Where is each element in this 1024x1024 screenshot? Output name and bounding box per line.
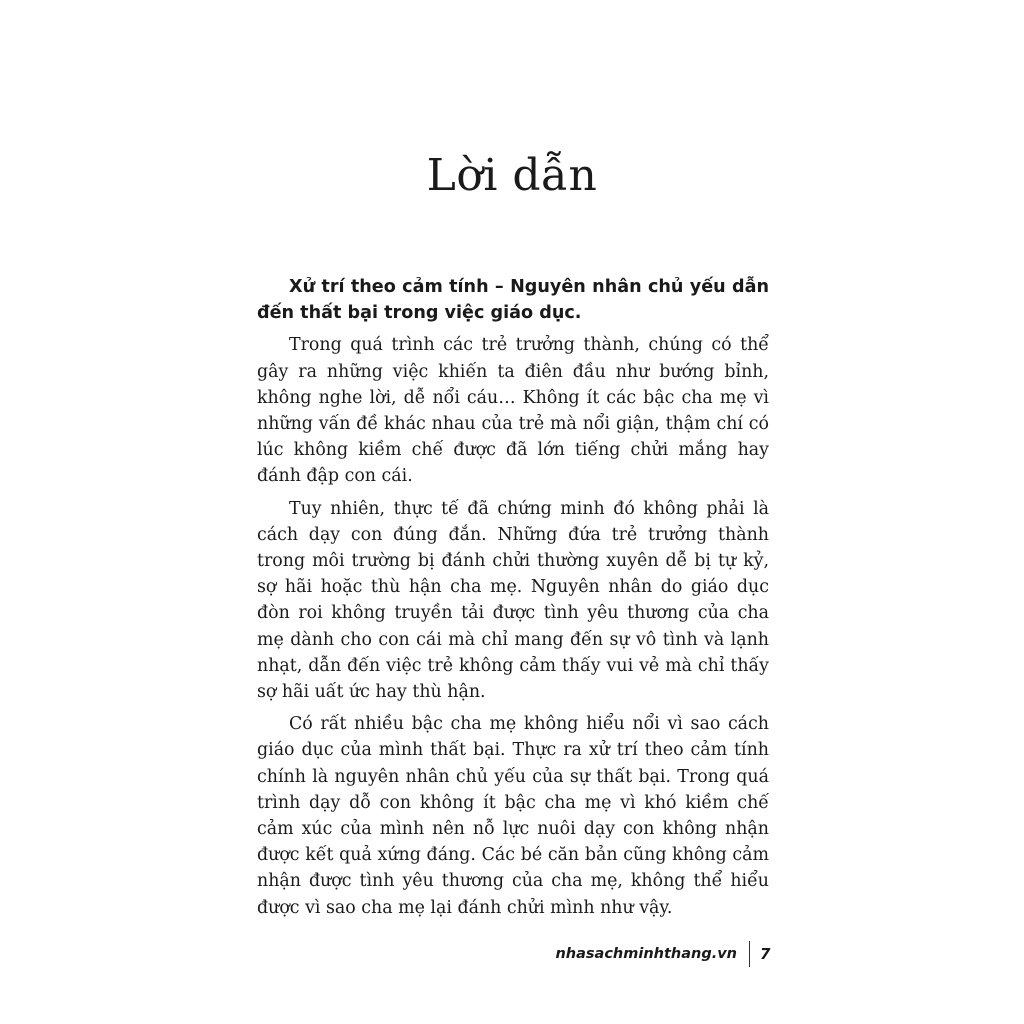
page-number: 7 bbox=[760, 945, 771, 963]
publisher-website: nhasachminhthang.vn bbox=[555, 946, 737, 962]
paragraph-3: Có rất nhiều bậc cha mẹ không hiểu nổi vì sao cách giáo dục của mình thất bại. Thực ra xử trí theo cảm tính chính là nguyên nhân chủ yếu của sự thất bại. Trong quá trình dạy dỗ con không ít bậc cha mẹ vì khó kiềm chế cảm xúc của mình nên nỗ lực nuôi dạy con không nhận được kết quả xứng đáng. Các bé căn bản cũng không cảm nhận được tình yêu thương của cha mẹ, không thể hiểu được vì sao cha mẹ lại đánh chửi mình như vậy. bbox=[257, 714, 769, 918]
footer-divider bbox=[749, 941, 750, 967]
page-footer bbox=[520, 941, 770, 967]
chapter-title: Lời dẫn bbox=[426, 150, 598, 201]
lead-paragraph: Xử trí theo cảm tính – Nguyên nhân chủ yếu dẫn đến thất bại trong việc giáo dục. bbox=[257, 277, 769, 324]
body-text bbox=[257, 274, 769, 927]
paragraph-2: Tuy nhiên, thực tế đã chứng minh đó không phải là cách dạy con đúng đắn. Những đứa trẻ trưởng thành trong môi trường bị đánh chửi thường xuyên dễ bị tự kỷ, sợ hãi hoặc thù hận cha mẹ. Nguyên nhân do giáo dục đòn roi không truyền tải được tình yêu thương của cha mẹ dành cho con cái mà chỉ mang đến sự vô tình và lạnh nhạt, dẫn đến việc trẻ không cảm thấy vui vẻ mà chỉ thấy sợ hãi uất ức hay thù hận. bbox=[257, 498, 769, 703]
paragraph-1: Trong quá trình các trẻ trưởng thành, chúng có thể gây ra những việc khiến ta điên đầu như bướng bỉnh, không nghe lời, dễ nổi cáu… Không ít các bậc cha mẹ vì những vấn đề khác nhau của trẻ mà nổi giận, thậm chí có lúc không kiềm chế được đã lớn tiếng chửi mắng hay đánh đập con cái. bbox=[257, 335, 769, 487]
